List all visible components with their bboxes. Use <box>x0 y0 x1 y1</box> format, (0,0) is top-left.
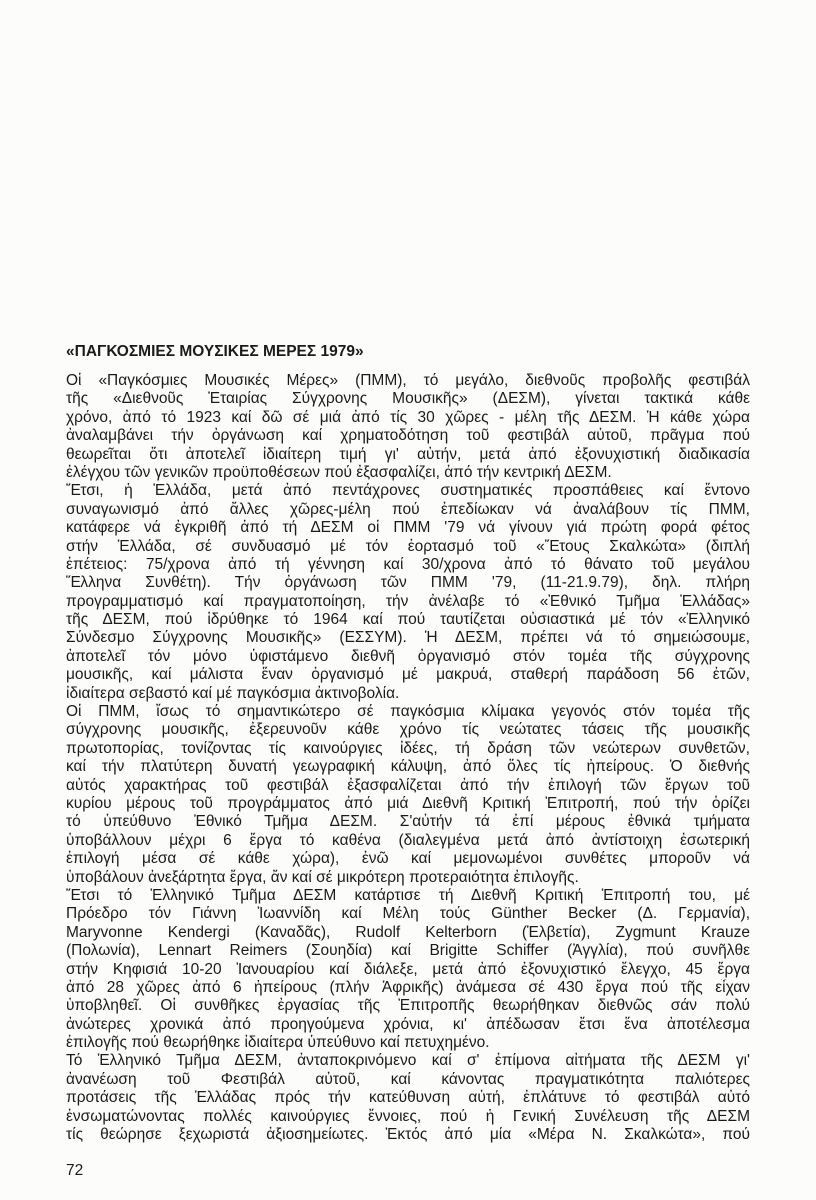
text-line: κατάφερε νά ἐγκριθῆ ἀπό τή ΔΕΣΜ οἱ ΠΜΜ '79 νά γίνουν γιά πρώτη φορά φέτος <box>66 519 750 537</box>
paragraph <box>66 703 750 887</box>
text-line: ὑποβάλλουν μέχρι 6 ἔργα τό καθένα (διαλεγμένα μετά ἀπό ἀντίστοιχη ἐσωτερική <box>66 831 750 849</box>
text-line: χρόνο, ἀπό τό 1923 καί δῶ σέ μιά ἀπό τίς 30 χῶρες - μέλη τῆς ΔΕΣΜ. Ἡ κάθε χώρα <box>66 408 750 426</box>
text-line: τῆς «Διεθνοῦς Ἑταιρίας Σύγχρονης Μουσικῆς» (ΔΕΣΜ), γίνεται τακτικά κάθε <box>66 390 750 408</box>
text-line: ὑποβάλουν ἀνεξάρτητα ἔργα, ἄν καί σέ μικρότερη προτεραιότητα ἐπιλογῆς. <box>66 868 579 886</box>
text-line: Ἔτσι, ἡ Ἑλλάδα, μετά ἀπό πεντάχρονες συστηματικές προσπάθειες καί ἔντονο <box>66 482 750 500</box>
text-line: αὐτός χαρακτήρας τοῦ φεστιβάλ ἐξασφαλίζεται ἀπό τήν ἐπιλογή τῶν ἔργων τοῦ <box>66 776 750 794</box>
text-line: προτάσεις τῆς Ἑλλάδας πρός τήν κατεύθυνση αὐτή, ἐπλάτυνε τό φεστιβάλ αὐτό <box>66 1089 750 1107</box>
text-line: Ἔτσι τό Ἑλληνικό Τμῆμα ΔΕΣΜ κατάρτισε τή Διεθνῆ Κριτική Ἐπιτροπή του, μέ <box>66 886 750 904</box>
text-line: ἀνώτερες χρονικά ἀπό προηγούμενα χρόνια, κι' ἀπέδωσαν ἔτσι ἕνα ἀποτέλεσμα <box>66 1015 750 1033</box>
text-line: τίς θεώρησε ξεχωριστά ἀξιοσημείωτες. Ἐκτός ἀπό μία «Μέρα Ν. Σκαλκώτα», πού <box>66 1126 750 1144</box>
text-line: στήν Ἑλλάδα, σέ συνδυασμό μέ τόν ἑορτασμό τοῦ «Ἔτους Σκαλκώτα» (διπλή <box>66 537 750 555</box>
text-line: Οἱ «Παγκόσμιες Μουσικές Μέρες» (ΠΜΜ), τό μεγάλο, διεθνοῦς προβολῆς φεστιβάλ <box>66 372 750 389</box>
text-line: ὑποβληθεῖ. Οἱ συνθῆκες ἐργασίας τῆς Ἐπιτροπῆς θεωρήθηκαν διεθνῶς σάν πολύ <box>66 997 750 1015</box>
text-line: Πρόεδρο τόν Γιάννη Ἰωαννίδη καί Μέλη τούς Günther Becker (Δ. Γερμανία), <box>66 905 750 923</box>
page-title: «ΠΑΓΚΟΣΜΙΕΣ ΜΟΥΣΙΚΕΣ ΜΕΡΕΣ 1979» <box>66 343 364 360</box>
text-line: ἐλέγχου τῶν γενικῶν προϋποθέσεων πού ἐξασφαλίζει, ἀπό τήν κεντρική ΔΕΣΜ. <box>66 463 612 481</box>
text-line: ἀποτελεῖ τόν μόνο ὑφιστάμενο διεθνῆ ὀργανισμό στόν τομέα τῆς σύγχρονης <box>66 647 750 665</box>
text-line: συναγωνισμό ἀπό ἄλλες χῶρες-μέλη πού ἐπεδίωκαν νά ἀναλάβουν τίς ΠΜΜ, <box>66 500 750 518</box>
text-line: ἰδιαίτερα σεβαστό καί μέ παγκόσμια ἀκτινοβολία. <box>66 684 400 702</box>
text-line: Σύνδεσμο Σύγχρονης Μουσικῆς» (ΕΣΣΥΜ). Ἡ ΔΕΣΜ, πρέπει νά τό σημειώσουμε, <box>66 629 750 647</box>
paragraph <box>66 887 750 1053</box>
text-line: στήν Κηφισιά 10-20 Ἰανουαρίου καί διάλεξε, μετά ἀπό ἐξονυχιστικό ἔλεγχο, 45 ἔργα <box>66 960 750 978</box>
text-line: τῆς ΔΕΣΜ, πού ἱδρύθηκε τό 1964 καί πού ταυτίζεται οὐσιαστικά μέ τόν «Ἑλληνικό <box>66 611 750 629</box>
text-line: κυρίου μέρους τοῦ προγράμματος ἀπό μιά Διεθνῆ Κριτική Ἐπιτροπή, πού τήν ὁρίζει <box>66 794 750 812</box>
text-line: (Πολωνία), Lennart Reimers (Σουηδία) καί Brigitte Schiffer (Ἀγγλία), πού συνῆλθε <box>66 942 750 960</box>
text-line: ἀπό 28 χῶρες ἀπό 6 ἠπείρους (πλήν Ἀφρικῆς) ἀνάμεσα σέ 430 ἔργα πού τῆς εἶχαν <box>66 978 750 996</box>
paragraph <box>66 482 750 703</box>
text-line: προγραμματισμό καί πραγματοποίηση, τήν ἀνέλαβε τό «Ἐθνικό Τμῆμα Ἑλλάδας» <box>66 592 750 610</box>
text-line: Τό Ἑλληνικό Τμῆμα ΔΕΣΜ, ἀνταποκρινόμενο καί σ' ἐπίμονα αἰτήματα τῆς ΔΕΣΜ γι' <box>66 1052 750 1070</box>
text-line: θεωρεῖται ὅτι ἀποτελεῖ ἰδιαίτερη τιμή γι' αὐτήν, μετά ἀπό ἐξονυχιστική διαδικασία <box>66 445 750 463</box>
text-line: ἐνσωματώνοντας πολλές καινούργιες ἔννοιες, πού ἡ Γενική Συνέλευση τῆς ΔΕΣΜ <box>66 1107 750 1125</box>
text-line: καί τήν πλατύτερη δυνατή γεωγραφική κάλυψη, ἀπό ὅλες τίς ἠπείρους. Ὁ διεθνής <box>66 758 750 776</box>
text-line: ἐπιλογή μέσα σέ κάθε χώρα), ἐνῶ καί μεμονωμένοι συνθέτες μποροῦν νά <box>66 850 750 868</box>
paragraph <box>66 1052 750 1144</box>
text-line: σύγχρονης μουσικῆς, ἐξερευνοῦν κάθε χρόνο τίς νεώτατες τάσεις τῆς μουσικῆς <box>66 721 750 739</box>
text-line: Οἱ ΠΜΜ, ἴσως τό σημαντικώτερο σέ παγκόσμια κλίμακα γεγονός στόν τομέα τῆς <box>66 703 750 721</box>
page-number: 72 <box>66 1162 84 1179</box>
text-line: Maryvonne Kendergi (Καναδᾶς), Rudolf Kelterborn (Ἑλβετία), Zygmunt Krauze <box>66 923 750 941</box>
text-line: πρωτοπορίας, τονίζοντας τίς καινούργιες ἰδέες, τή δράση τῶν νεώτερων συνθετῶν, <box>66 739 750 757</box>
text-line: ἐπέτειος: 75/χρονα ἀπό τή γέννηση καί 30/χρονα ἀπό τό θάνατο τοῦ μεγάλου <box>66 555 750 573</box>
text-line: ἀνανέωση τοῦ Φεστιβάλ αὐτοῦ, καί κάνοντας πραγματικότητα παλιότερες <box>66 1070 750 1088</box>
text-line: τό ὑπεύθυνο Ἐθνικό Τμῆμα ΔΕΣΜ. Σ'αὐτήν τά ἐπί μέρους ἐθνικά τμήματα <box>66 813 750 831</box>
text-line: Ἕλληνα Συνθέτη). Τήν ὀργάνωση τῶν ΠΜΜ '79, (11-21.9.79), δηλ. πλήρη <box>66 574 750 592</box>
paragraph <box>66 372 750 482</box>
text-line: μουσικῆς, καί μάλιστα ἕναν ὀργανισμό μέ μακρυά, σταθερή παράδοση 56 ἐτῶν, <box>66 666 750 684</box>
text-line: ἐπιλογῆς πού θεωρήθηκε ἰδιαίτερα ὑπεύθυνο καί πετυχημένο. <box>66 1034 490 1052</box>
article-body <box>66 372 750 1144</box>
text-line: ἀναλαμβάνει τήν ὀργάνωση καί χρηματοδότηση τοῦ φεστιβάλ αὐτοῦ, πρᾶγμα πού <box>66 427 750 445</box>
